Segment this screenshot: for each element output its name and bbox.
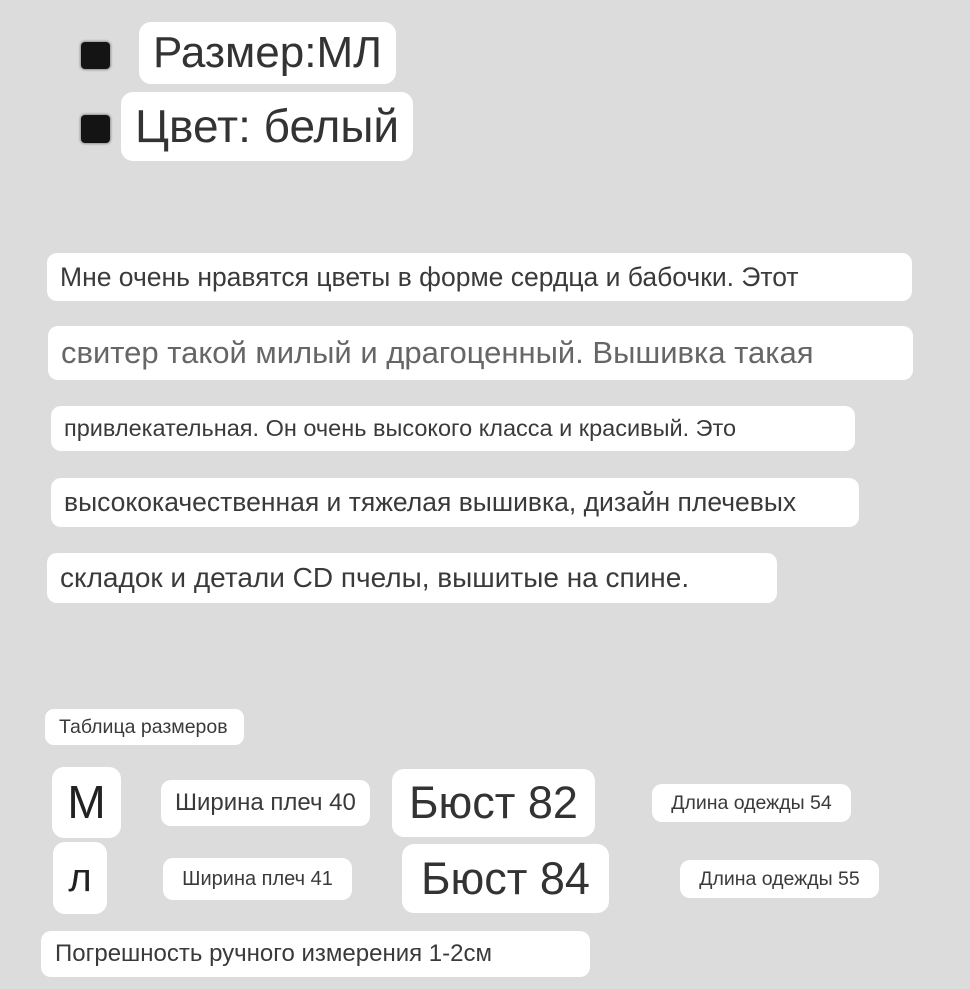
size-label-m: М [52,767,121,838]
description-line-2: свитер такой милый и драгоценный. Вышивка такая [48,326,913,380]
description-line-3: привлекательная. Он очень высокого класса и красивый. Это [51,406,855,451]
measurement-error-note: Погрешность ручного измерения 1-2см [41,931,590,977]
size-table-title: Таблица размеров [45,709,244,745]
bullet-square-icon [81,115,110,143]
description-line-1: Мне очень нравятся цветы в форме сердца и бабочки. Этот [47,253,912,301]
garment-length-m: Длина одежды 54 [652,784,851,822]
shoulder-width-l: Ширина плеч 41 [163,858,352,900]
color-attribute: Цвет: белый [121,92,413,161]
description-line-4: высококачественная и тяжелая вышивка, дизайн плечевых [51,478,859,527]
bust-m: Бюст 82 [392,769,595,837]
bust-l: Бюст 84 [402,844,609,913]
size-attribute: Размер:МЛ [139,22,396,84]
size-label-l: л [53,842,107,914]
garment-length-l: Длина одежды 55 [680,860,879,898]
bullet-square-icon [81,42,110,69]
description-line-5: складок и детали CD пчелы, вышитые на спине. [47,553,777,603]
shoulder-width-m: Ширина плеч 40 [161,780,370,826]
